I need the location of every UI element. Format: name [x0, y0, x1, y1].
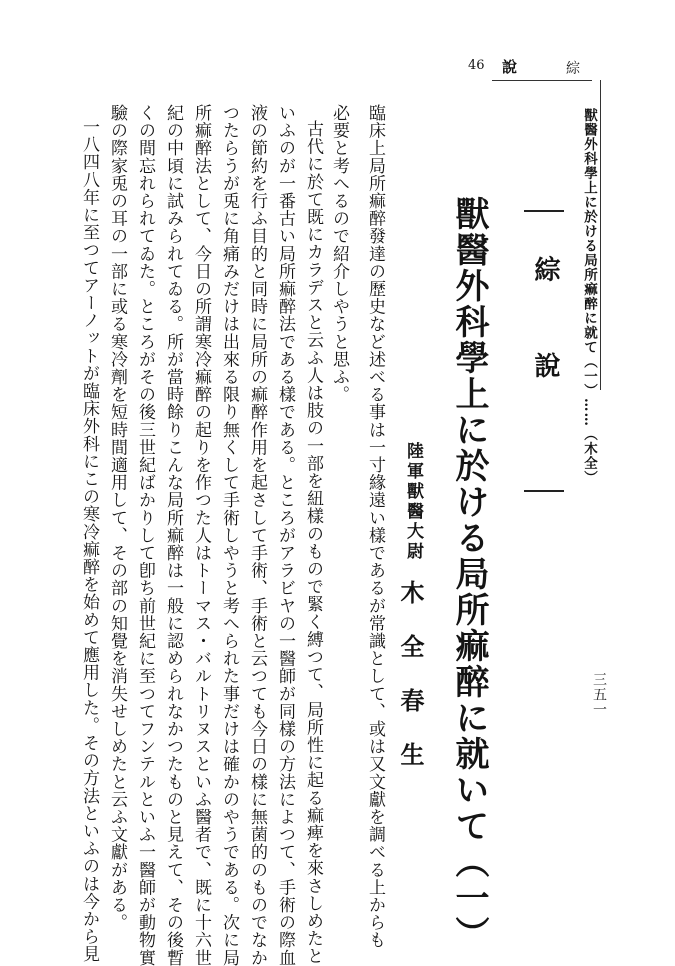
author-rank: 陸軍獸醫大尉	[403, 442, 423, 562]
body-line: いふのが一番古い局所痲醉法である樣である。ところがアラビヤの一醫師が同樣の方法によつて、手術の際血	[275, 104, 295, 966]
header-rule	[492, 80, 592, 81]
folio: 三五一	[591, 672, 607, 717]
body-line: 一八四八年に至つてアーノットが臨床外科にこの寒冷痲醉を始めて應用した。その方法といふのは今から見	[79, 118, 99, 963]
body-line: 紀の中頃に試みられてゐる。所が當時餘りこんな局所痲醉は一般に認められなかつたものと見えて、その後暫	[163, 104, 183, 966]
body-line: つたらうが兎に角痛みだけは出來る限り無くして手術しやうと考へられた事だけは確かのやうである。次に局	[219, 104, 239, 966]
body-line: 古代に於て既にカラデスと云ふ人は肢の一部を紐樣のもので緊く縛つて、局所性に起る痲痺を來さしめたと	[303, 120, 323, 965]
section-label: 綜說	[530, 256, 560, 448]
running-title-rule	[600, 80, 601, 390]
body-line: 必要と考へるので紹介しやうと思ふ。	[329, 104, 349, 404]
body-line: 臨床上局所痲醉發達の歷史など述べる事は一寸緣遠い樣であるが常識として、或は又文獻を調べる上からも	[365, 104, 385, 949]
author-name: 木全春生	[396, 580, 425, 796]
article-title: 獸醫外科學上に於ける局所痲醉に就いて（一）	[449, 196, 489, 952]
body-line: 液の節約を行ふ目的と同時に局所の痲醉作用を起さして手術、手術と云つても今日の樣に無菌的のものでなか	[247, 104, 267, 966]
header-section-title: 說	[502, 58, 520, 76]
section-rule-top	[524, 210, 564, 212]
section-rule-bottom	[524, 490, 564, 492]
body-line: くの間忘れられてゐた。ところがその後三世紀ばかりして卽ち前世紀に至つてフンテルといふ一醫師が動物實	[135, 104, 155, 966]
body-line: 驗の際家兎の耳の一部に或る寒冷劑を短時間適用して、その部の知覺を消失せしめたと云ふ文獻がある。	[107, 104, 127, 932]
page-number: 46	[468, 58, 485, 73]
body-line: 所痲醉法として、今日の所謂寒冷痲醉の起りを作つた人はトーマス・バルトリヌスといふ醫者で、既に十六世	[191, 104, 211, 966]
header-section-label: 綜	[566, 61, 586, 77]
running-title: 獸醫外科學上に於ける局所痲醉に就て（一）……（木全）	[581, 108, 597, 485]
